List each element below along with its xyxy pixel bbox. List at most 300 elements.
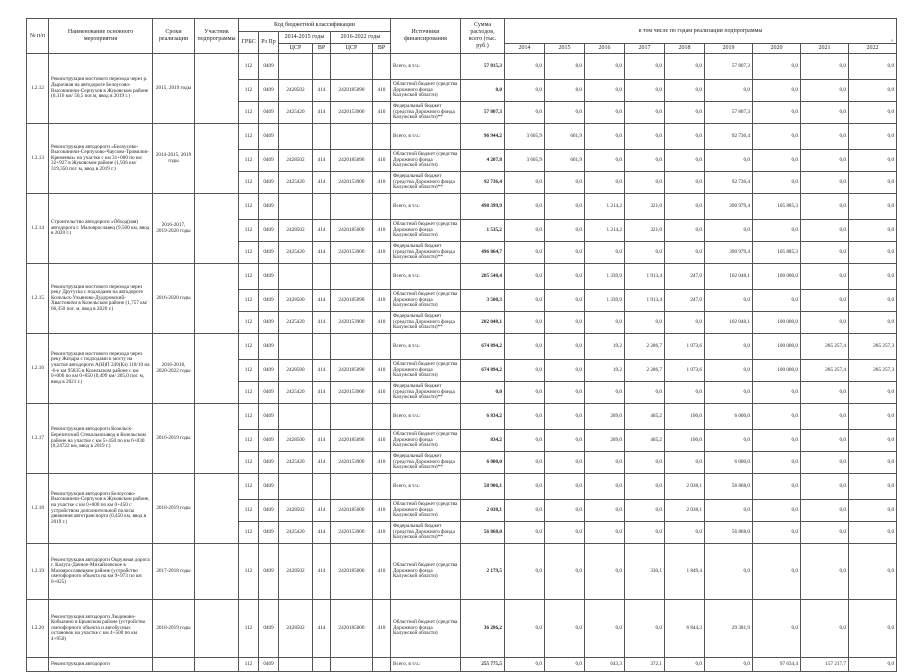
vr-code-2014-2015: 414 — [313, 102, 331, 124]
year-amount-2015: 0,0 — [545, 600, 585, 658]
csr-code-2014-2015 — [279, 334, 313, 360]
year-amount-2022: 285 257,3 — [849, 360, 897, 382]
year-amount-2019: 0,0 — [705, 150, 753, 172]
rzpr-code: 0409 — [259, 500, 279, 522]
year-amount-2018: 2 038,1 — [665, 500, 705, 522]
year-amount-2019: 29 381,9 — [705, 600, 753, 658]
funding-source: Федеральный бюджет (средства Дорожного фонда Калужской области)** — [391, 452, 461, 474]
csr-code-2014-2015 — [279, 54, 313, 80]
year-amount-2017: 0,0 — [625, 474, 665, 500]
funding-source: Областной бюджет (средства Дорожного фонда Калужской области) — [391, 290, 461, 312]
vr-code-2016-2022: 410 — [373, 522, 391, 544]
year-amount-2015: 8,0 — [545, 80, 585, 102]
funding-source: Областной бюджет (средства Дорожного фонда Калужской области) — [391, 544, 461, 600]
vr-code-2014-2015 — [313, 658, 331, 672]
year-amount-2021: 0,0 — [801, 382, 849, 404]
csr-code-2016-2022: 2420185090 — [331, 80, 373, 102]
total-amount: 58 906,1 — [461, 474, 505, 500]
total-amount: 2 038,1 — [461, 500, 505, 522]
year-amount-2018: 0,0 — [665, 452, 705, 474]
csr-code-2014-2015: 2425420 — [279, 312, 313, 334]
rzpr-code: 0409 — [259, 172, 279, 194]
year-amount-2014: 0,0 — [505, 404, 545, 430]
csr-code-2016-2022: 2420153900 — [331, 242, 373, 264]
rzpr-code: 0409 — [259, 54, 279, 80]
year-amount-2019: 56 868,0 — [705, 522, 753, 544]
year-amount-2019: 6 000,0 — [705, 452, 753, 474]
header-years-caption: в том числе по годам реализации подпрограммы — [505, 19, 897, 44]
funding-source: Федеральный бюджет (средства Дорожного фонда Калужской области)** — [391, 382, 461, 404]
funding-source: Федеральный бюджет (средства Дорожного фонда Калужской области)** — [391, 242, 461, 264]
total-amount: 255 775,5 — [461, 658, 505, 672]
year-amount-2018: 1 073,6 — [665, 334, 705, 360]
vr-code-2014-2015 — [313, 54, 331, 80]
year-amount-2022: 0,0 — [849, 404, 897, 430]
year-amount-2014: 0,0 — [505, 474, 545, 500]
table-row — [27, 54, 897, 80]
year-amount-2016: 0,0 — [585, 124, 625, 150]
total-amount: 674 894,2 — [461, 360, 505, 382]
year-amount-2022: 0,0 — [849, 474, 897, 500]
total-amount: 96 944,2 — [461, 124, 505, 150]
year-amount-2020: 100 000,0 — [753, 312, 801, 334]
rzpr-code: 0409 — [259, 290, 279, 312]
year-amount-2020: 0,0 — [753, 474, 801, 500]
year-amount-2016: 1 339,9 — [585, 264, 625, 290]
funding-source: Всего, в т.ч.: — [391, 54, 461, 80]
year-amount-2018: 0,0 — [665, 102, 705, 124]
year-amount-2015: 0,0 — [545, 360, 585, 382]
year-amount-2018: 0,0 — [665, 80, 705, 102]
csr-code-2016-2022: 2420185090 — [331, 430, 373, 452]
participant-cell — [195, 334, 239, 404]
year-amount-2017: 0,0 — [625, 54, 665, 80]
year-amount-2021: 0,0 — [801, 124, 849, 150]
vr-code-2016-2022: 410 — [373, 242, 391, 264]
year-amount-2017: 0,0 — [625, 312, 665, 334]
csr-code-2016-2022: 2420153900 — [331, 172, 373, 194]
year-amount-2020: 0,0 — [753, 452, 801, 474]
grbs-code: 112 — [239, 600, 259, 658]
participant-cell — [195, 124, 239, 194]
year-amount-2019: 102 048,1 — [705, 312, 753, 334]
grbs-code: 112 — [239, 522, 259, 544]
grbs-code: 112 — [239, 102, 259, 124]
grbs-code: 112 — [239, 334, 259, 360]
participant-cell — [195, 474, 239, 544]
year-amount-2017: 0,0 — [625, 172, 665, 194]
rzpr-code: 0409 — [259, 522, 279, 544]
header-year-2014: 2014 — [505, 44, 545, 54]
year-amount-2020: 0,0 — [753, 290, 801, 312]
vr-code-2016-2022: 410 — [373, 500, 391, 522]
year-amount-2017: 2 286,7 — [625, 334, 665, 360]
measure-name: Реконструкция автодороги Окружная дорога г. Калуга-Дачное-Михайловское в Малоярославецком районе (устройство светофорного объекта на км 9+973 по км 0+025) — [49, 544, 153, 600]
year-amount-2017: 0,0 — [625, 150, 665, 172]
funding-source: Всего, в т.ч.: — [391, 658, 461, 672]
row-number: 1.2.17 — [27, 404, 49, 474]
vr-code-2016-2022: 410 — [373, 544, 391, 600]
total-amount: 36 286,2 — [461, 600, 505, 658]
year-amount-2018: 0,0 — [665, 522, 705, 544]
grbs-code: 112 — [239, 242, 259, 264]
table-row — [27, 334, 897, 360]
csr-code-2016-2022 — [331, 474, 373, 500]
year-amount-2021: 0,0 — [801, 312, 849, 334]
vr-code-2016-2022: 410 — [373, 430, 391, 452]
row-number: 1.2.14 — [27, 194, 49, 264]
rzpr-code: 0409 — [259, 382, 279, 404]
total-amount: 0,0 — [461, 382, 505, 404]
year-amount-2016: 1 339,9 — [585, 290, 625, 312]
year-amount-2017: 321,0 — [625, 220, 665, 242]
header-year-2018: 2018 — [665, 44, 705, 54]
year-amount-2014: 0,0 — [505, 194, 545, 220]
vr-code-2014-2015 — [313, 124, 331, 150]
csr-code-2014-2015: 2428500 — [279, 360, 313, 382]
row-number: 1.2.12 — [27, 54, 49, 124]
total-amount: 498 399,9 — [461, 194, 505, 220]
year-amount-2017: 0,0 — [625, 452, 665, 474]
total-amount: 674 894,2 — [461, 334, 505, 360]
funding-source: Всего, в т.ч.: — [391, 404, 461, 430]
year-amount-2018: 2 038,1 — [665, 474, 705, 500]
year-amount-2020: 0,0 — [753, 220, 801, 242]
rzpr-code: 0409 — [259, 220, 279, 242]
total-amount: 57 815,3 — [461, 54, 505, 80]
rzpr-code: 0409 — [259, 194, 279, 220]
year-amount-2017: 0,0 — [625, 382, 665, 404]
csr-code-2016-2022: 2420153900 — [331, 312, 373, 334]
year-amount-2019: 390 979,4 — [705, 194, 753, 220]
csr-code-2014-2015: 2428502 — [279, 80, 313, 102]
year-amount-2017: 0,0 — [625, 600, 665, 658]
total-amount: 8,0 — [461, 80, 505, 102]
year-amount-2022: 0,0 — [849, 54, 897, 80]
funding-source: Всего, в т.ч.: — [391, 194, 461, 220]
year-amount-2020: 0,0 — [753, 80, 801, 102]
year-amount-2018: 247,0 — [665, 290, 705, 312]
year-amount-2016: 19,2 — [585, 334, 625, 360]
page-margin-mark: ' — [891, 38, 893, 48]
year-amount-2017: 465,2 — [625, 430, 665, 452]
year-amount-2022: 0,0 — [849, 124, 897, 150]
vr-code-2016-2022: 410 — [373, 452, 391, 474]
year-amount-2018: 0,0 — [665, 382, 705, 404]
csr-code-2016-2022 — [331, 264, 373, 290]
csr-code-2016-2022: 2420185000 — [331, 220, 373, 242]
grbs-code: 112 — [239, 220, 259, 242]
csr-code-2016-2022: 2420185090 — [331, 290, 373, 312]
year-amount-2017: 0,0 — [625, 500, 665, 522]
header-year-2021: 2021 — [801, 44, 849, 54]
year-amount-2016: 19,2 — [585, 360, 625, 382]
year-amount-2018: 0,0 — [665, 658, 705, 672]
implementation-period: 2018-2019 годы — [153, 600, 195, 658]
year-amount-2022: 0,0 — [849, 220, 897, 242]
vr-code-2014-2015 — [313, 264, 331, 290]
year-amount-2018: 247,0 — [665, 264, 705, 290]
year-amount-2017: 1 913,4 — [625, 264, 665, 290]
rzpr-code: 0409 — [259, 452, 279, 474]
csr-code-2016-2022: 2420153900 — [331, 522, 373, 544]
year-amount-2019: 0,0 — [705, 430, 753, 452]
table-row — [27, 600, 897, 658]
header-num: № п/п — [27, 19, 49, 54]
total-amount: 2 179,5 — [461, 544, 505, 600]
grbs-code: 112 — [239, 500, 259, 522]
year-amount-2014: 0,0 — [505, 242, 545, 264]
header-rzpr: Рз Пр — [259, 32, 279, 54]
year-amount-2019: 0,0 — [705, 80, 753, 102]
year-amount-2015: 0,0 — [545, 382, 585, 404]
year-amount-2016: 0,0 — [585, 312, 625, 334]
rzpr-code: 0409 — [259, 430, 279, 452]
total-amount: 4 207,8 — [461, 150, 505, 172]
csr-code-2016-2022 — [331, 658, 373, 672]
csr-code-2014-2015 — [279, 264, 313, 290]
vr-code-2016-2022 — [373, 404, 391, 430]
csr-code-2014-2015: 2428502 — [279, 500, 313, 522]
row-number: 1.2.18 — [27, 474, 49, 544]
year-amount-2016: 0,0 — [585, 242, 625, 264]
funding-source: Областной бюджет (средства Дорожного фонда Калужской области) — [391, 360, 461, 382]
year-amount-2020: 0,0 — [753, 404, 801, 430]
year-amount-2016: 0,0 — [585, 544, 625, 600]
year-amount-2015: 0,0 — [545, 264, 585, 290]
funding-source: Федеральный бюджет (средства Дорожного фонда Калужской области)** — [391, 312, 461, 334]
total-amount: 56 868,0 — [461, 522, 505, 544]
csr-code-2014-2015 — [279, 658, 313, 672]
vr-code-2016-2022: 410 — [373, 600, 391, 658]
total-amount: 1 535,2 — [461, 220, 505, 242]
year-amount-2014: 0,0 — [505, 360, 545, 382]
csr-code-2014-2015: 2428502 — [279, 544, 313, 600]
vr-code-2014-2015: 414 — [313, 600, 331, 658]
year-amount-2016: 0,0 — [585, 80, 625, 102]
rzpr-code: 0409 — [259, 80, 279, 102]
year-amount-2015: 0,0 — [545, 658, 585, 672]
year-amount-2019: 390 979,4 — [705, 242, 753, 264]
vr-code-2014-2015 — [313, 404, 331, 430]
vr-code-2014-2015: 414 — [313, 382, 331, 404]
header-period: Сроки реализации — [153, 19, 195, 54]
year-amount-2022: 0,0 — [849, 172, 897, 194]
year-amount-2017: 0,0 — [625, 102, 665, 124]
year-amount-2019: 6 000,0 — [705, 404, 753, 430]
header-name: Наименование основного мероприятия — [49, 19, 153, 54]
row-number: 1.2.13 — [27, 124, 49, 194]
year-amount-2016: 0,0 — [585, 500, 625, 522]
year-amount-2016: 1 214,2 — [585, 220, 625, 242]
year-amount-2021: 0,0 — [801, 150, 849, 172]
year-amount-2018: 100,0 — [665, 404, 705, 430]
year-amount-2017: 330,1 — [625, 544, 665, 600]
year-amount-2016: 0,0 — [585, 474, 625, 500]
year-amount-2014: 0,0 — [505, 334, 545, 360]
year-amount-2015: 0,0 — [545, 430, 585, 452]
csr-code-2014-2015: 2425420 — [279, 452, 313, 474]
total-amount: 6 000,0 — [461, 452, 505, 474]
year-amount-2015: 0,0 — [545, 544, 585, 600]
year-amount-2020: 0,0 — [753, 102, 801, 124]
year-amount-2019: 57 807,3 — [705, 102, 753, 124]
year-amount-2018: 0,0 — [665, 312, 705, 334]
grbs-code: 112 — [239, 452, 259, 474]
grbs-code: 112 — [239, 382, 259, 404]
vr-code-2014-2015: 414 — [313, 290, 331, 312]
year-amount-2022: 0,0 — [849, 242, 897, 264]
rzpr-code: 0409 — [259, 474, 279, 500]
csr-code-2014-2015: 2428502 — [279, 220, 313, 242]
row-number: 1.2.15 — [27, 264, 49, 334]
year-amount-2020: 0,0 — [753, 172, 801, 194]
year-amount-2014: 3 605,9 — [505, 124, 545, 150]
total-amount: 202 048,1 — [461, 312, 505, 334]
year-amount-2016: 643,3 — [585, 658, 625, 672]
implementation-period: 2016-2019 годы — [153, 404, 195, 474]
vr-code-2014-2015: 414 — [313, 544, 331, 600]
year-amount-2019: 0,0 — [705, 334, 753, 360]
year-amount-2021: 0,0 — [801, 264, 849, 290]
participant-cell — [195, 54, 239, 124]
year-amount-2015: 0,0 — [545, 172, 585, 194]
csr-code-2014-2015 — [279, 124, 313, 150]
year-amount-2016: 0,0 — [585, 102, 625, 124]
funding-source: Федеральный бюджет (средства Дорожного фонда Калужской области)** — [391, 172, 461, 194]
implementation-period: 2016-2017, 2019-2020 годы — [153, 194, 195, 264]
year-amount-2021: 0,0 — [801, 404, 849, 430]
measure-name: Реконструкция мостового перехода через реку Жиздра с подходами к мосту на участке автодороги А(Н)П 249(Кз) 118/10 на -6-е км 95835 в Козельском районе с км 0+000 по км 0+850 (0,499 км/ 205,0 пог. м, ввод в 2021 г.) — [49, 334, 153, 404]
grbs-code: 112 — [239, 312, 259, 334]
grbs-code: 112 — [239, 150, 259, 172]
year-amount-2016: 1 214,2 — [585, 194, 625, 220]
csr-code-2016-2022: 2420153900 — [331, 452, 373, 474]
header-vr-1: ВР — [313, 44, 331, 54]
participant-cell — [195, 264, 239, 334]
year-amount-2022: 0,0 — [849, 150, 897, 172]
total-amount: 205 548,4 — [461, 264, 505, 290]
year-amount-2021: 0,0 — [801, 220, 849, 242]
year-amount-2015: 0,0 — [545, 474, 585, 500]
vr-code-2016-2022: 410 — [373, 290, 391, 312]
year-amount-2020: 105 885,3 — [753, 242, 801, 264]
year-amount-2022: 0,0 — [849, 80, 897, 102]
year-amount-2017: 0,0 — [625, 242, 665, 264]
funding-source: Областной бюджет (средства Дорожного фонда Калужской области) — [391, 220, 461, 242]
year-amount-2020: 0,0 — [753, 150, 801, 172]
vr-code-2014-2015: 414 — [313, 172, 331, 194]
vr-code-2014-2015: 414 — [313, 452, 331, 474]
vr-code-2016-2022 — [373, 194, 391, 220]
vr-code-2016-2022: 410 — [373, 172, 391, 194]
year-amount-2019: 92 736,4 — [705, 124, 753, 150]
implementation-period: 2016-2020 годы — [153, 264, 195, 334]
participant-cell — [195, 194, 239, 264]
year-amount-2021: 0,0 — [801, 54, 849, 80]
funding-source: Всего, в т.ч.: — [391, 334, 461, 360]
year-amount-2021: 0,0 — [801, 500, 849, 522]
header-year-2017: 2017 — [625, 44, 665, 54]
csr-code-2016-2022 — [331, 404, 373, 430]
header-year-2015: 2015 — [545, 44, 585, 54]
rzpr-code: 0409 — [259, 404, 279, 430]
year-amount-2017: 0,0 — [625, 522, 665, 544]
csr-code-2016-2022 — [331, 334, 373, 360]
year-amount-2015: 0,0 — [545, 334, 585, 360]
csr-code-2014-2015: 2425420 — [279, 242, 313, 264]
rzpr-code: 0409 — [259, 264, 279, 290]
year-amount-2021: 285 257,4 — [801, 334, 849, 360]
year-amount-2014: 0,0 — [505, 290, 545, 312]
grbs-code: 112 — [239, 80, 259, 102]
year-amount-2014: 3 605,9 — [505, 150, 545, 172]
year-amount-2020: 100 000,0 — [753, 264, 801, 290]
grbs-code: 112 — [239, 124, 259, 150]
vr-code-2014-2015: 414 — [313, 220, 331, 242]
csr-code-2016-2022: 2420153900 — [331, 102, 373, 124]
year-amount-2018: 0,0 — [665, 54, 705, 80]
vr-code-2016-2022 — [373, 474, 391, 500]
budget-table — [26, 18, 897, 672]
year-amount-2019: 102 048,1 — [705, 264, 753, 290]
rzpr-code: 0409 — [259, 102, 279, 124]
year-amount-2020: 0,0 — [753, 382, 801, 404]
vr-code-2014-2015: 414 — [313, 500, 331, 522]
rzpr-code: 0409 — [259, 242, 279, 264]
total-amount: 57 807,3 — [461, 102, 505, 124]
grbs-code: 112 — [239, 430, 259, 452]
rzpr-code: 0409 — [259, 312, 279, 334]
year-amount-2020: 0,0 — [753, 600, 801, 658]
grbs-code: 112 — [239, 264, 259, 290]
year-amount-2019: 57 807,3 — [705, 54, 753, 80]
year-amount-2022: 0,0 — [849, 522, 897, 544]
measure-name: Реконструкция автодороги — [49, 658, 153, 672]
vr-code-2016-2022: 410 — [373, 382, 391, 404]
header-year-2022: 2022 — [849, 44, 897, 54]
year-amount-2022: 0,0 — [849, 194, 897, 220]
year-amount-2014: 0,0 — [505, 172, 545, 194]
csr-code-2016-2022: 2420153900 — [331, 382, 373, 404]
table-row — [27, 658, 897, 672]
year-amount-2015: 601,9 — [545, 124, 585, 150]
year-amount-2014: 0,0 — [505, 658, 545, 672]
table-row — [27, 474, 897, 500]
vr-code-2014-2015: 414 — [313, 150, 331, 172]
year-amount-2016: 0,0 — [585, 172, 625, 194]
csr-code-2014-2015: 2425420 — [279, 172, 313, 194]
csr-code-2014-2015: 2425420 — [279, 522, 313, 544]
year-amount-2017: 465,2 — [625, 404, 665, 430]
year-amount-2021: 0,0 — [801, 172, 849, 194]
year-amount-2016: 0,0 — [585, 382, 625, 404]
year-amount-2021: 0,0 — [801, 80, 849, 102]
year-amount-2022: 0,0 — [849, 382, 897, 404]
year-amount-2021: 0,0 — [801, 452, 849, 474]
header-participant: Участник подпрограммы — [195, 19, 239, 54]
grbs-code: 112 — [239, 544, 259, 600]
measure-name: Реконструкция автодороги Белоусово-Высокиничи-Серпухов в Жуковском районе, на участке с км 0+000 по км 0+450 с устройством дополнительной полосы движения автотранспорта (0,450 км, ввод в 2019 г.) — [49, 474, 153, 544]
header-year-2019: 2019 — [705, 44, 753, 54]
vr-code-2016-2022: 410 — [373, 220, 391, 242]
year-amount-2022: 285 257,3 — [849, 334, 897, 360]
year-amount-2016: 0,0 — [585, 54, 625, 80]
vr-code-2014-2015: 414 — [313, 80, 331, 102]
year-amount-2018: 0,0 — [665, 124, 705, 150]
year-amount-2015: 0,0 — [545, 522, 585, 544]
year-amount-2017: 1 913,4 — [625, 290, 665, 312]
